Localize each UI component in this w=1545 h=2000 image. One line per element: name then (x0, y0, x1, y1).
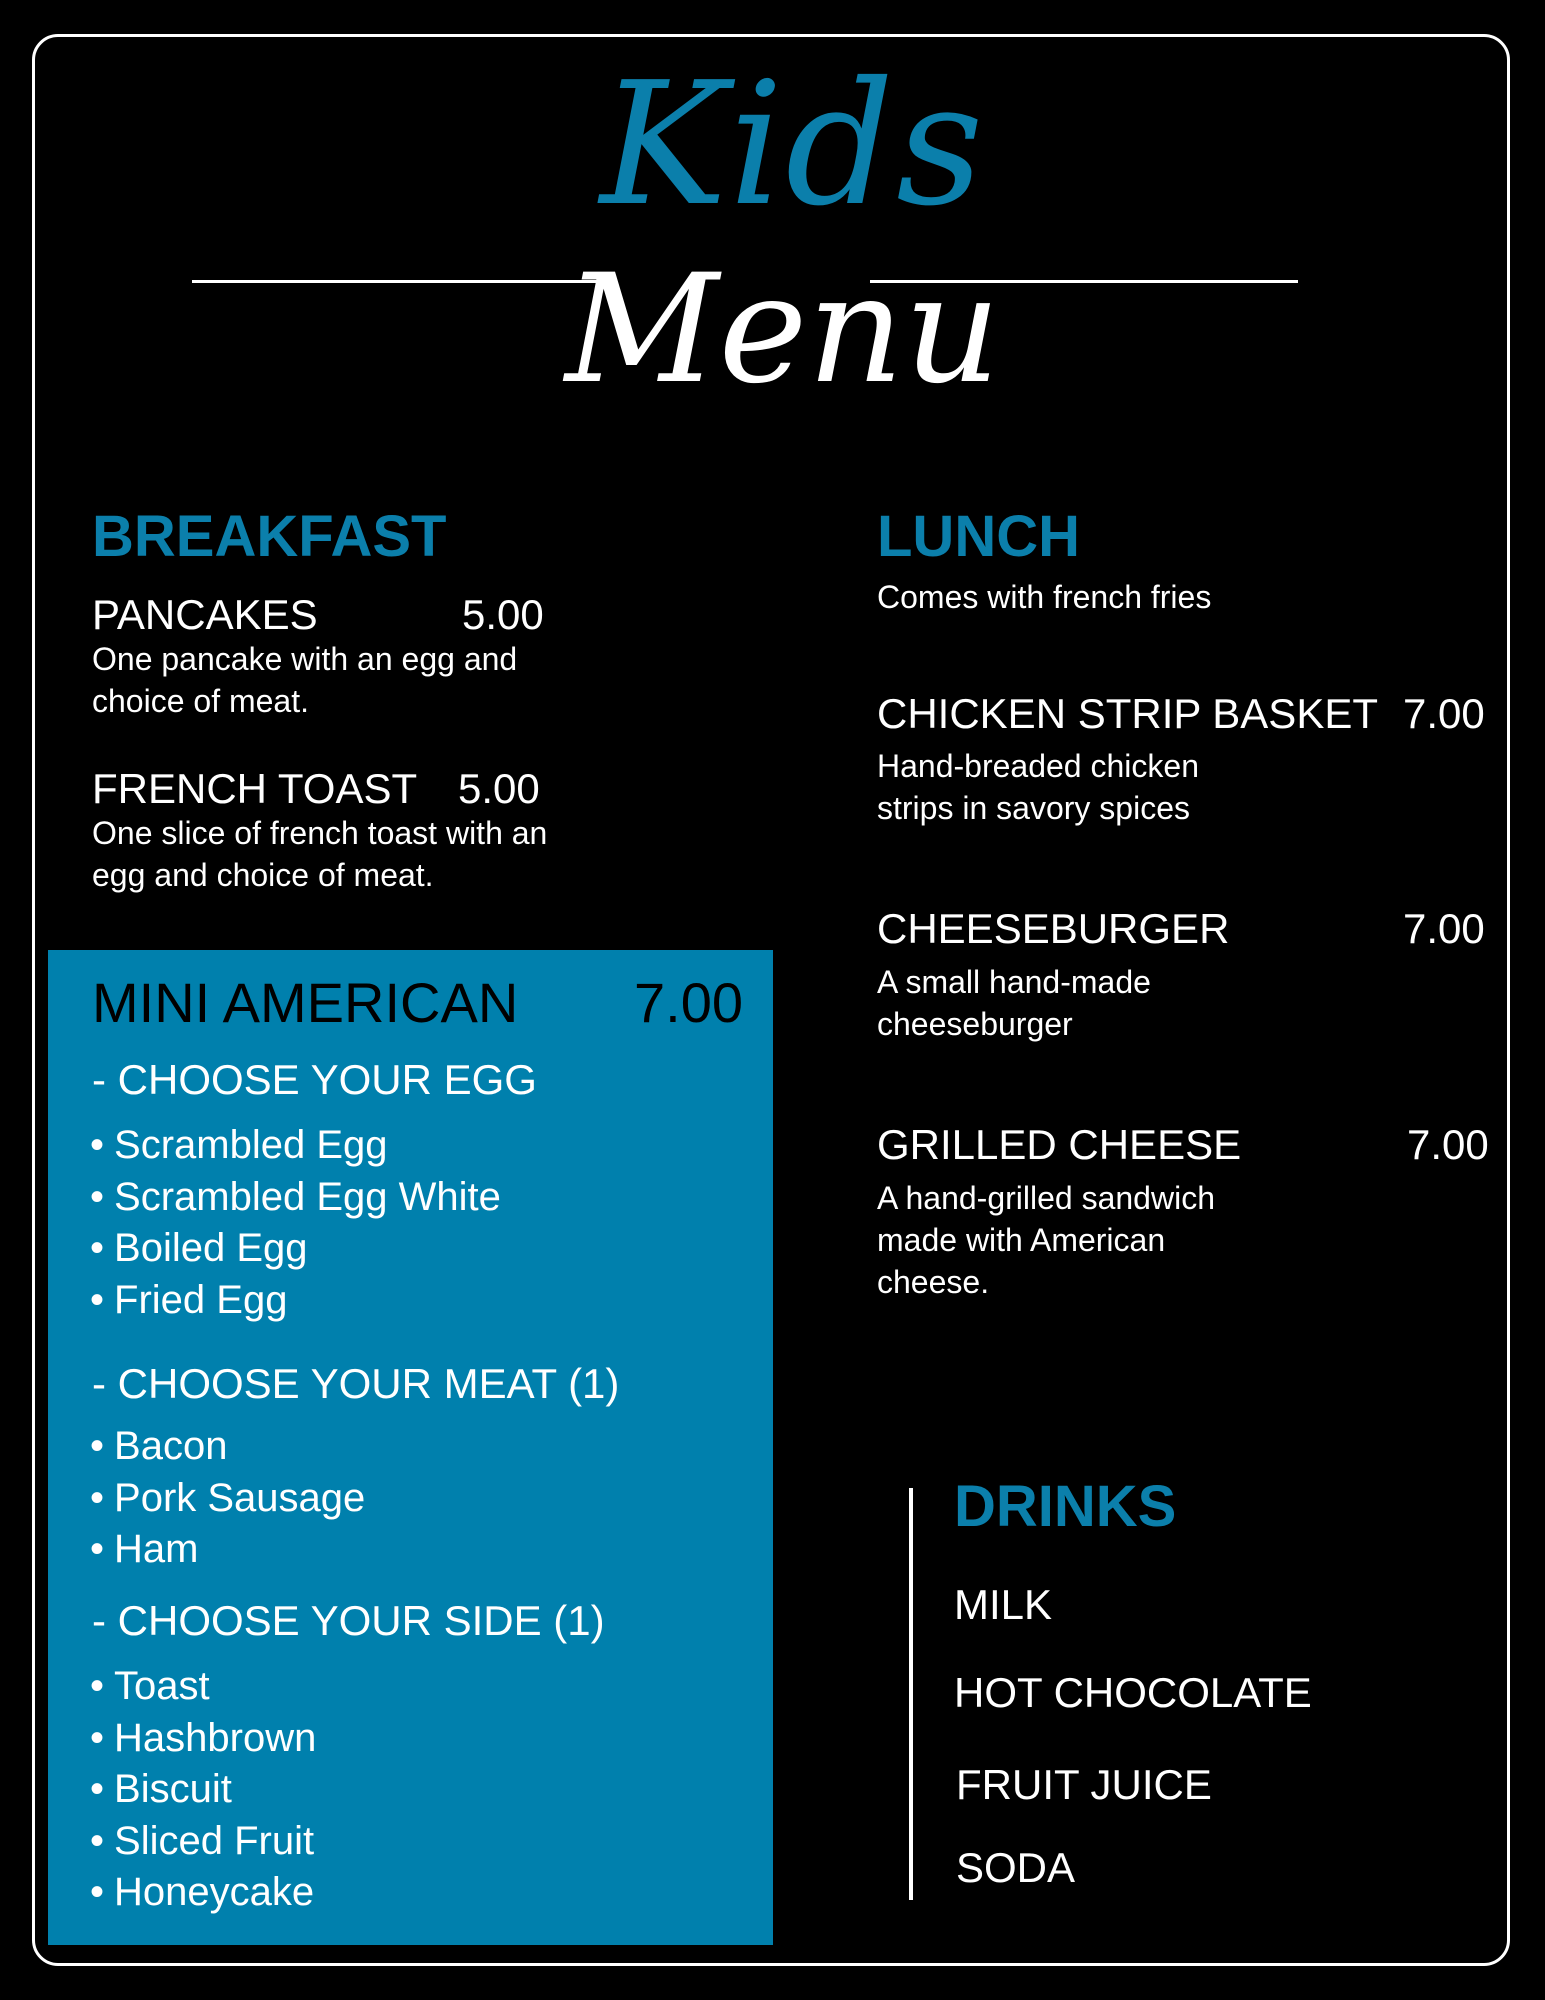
french-toast-price: 5.00 (458, 765, 540, 812)
breakfast-heading: BREAKFAST (92, 504, 447, 569)
grilled-cheese-name: GRILLED CHEESE (877, 1121, 1242, 1168)
list-item: • Ham (90, 1524, 365, 1576)
title-kids: Kids (600, 46, 986, 244)
list-item: • Pork Sausage (90, 1473, 365, 1525)
list-item: • Biscuit (90, 1764, 316, 1816)
choose-meat-label: - CHOOSE YOUR MEAT (1) (92, 1360, 620, 1407)
drinks-divider (909, 1488, 913, 1900)
french-toast-desc: One slice of french toast with an egg and choice of meat. (92, 815, 548, 893)
cheeseburger-price: 7.00 (1403, 905, 1485, 952)
grilled-cheese-price: 7.00 (1407, 1121, 1489, 1168)
list-item: • Honeycake (90, 1867, 316, 1919)
drink-hot-chocolate: HOT CHOCOLATE (954, 1669, 1312, 1716)
list-item: • Sliced Fruit (90, 1816, 316, 1868)
mini-american-name: MINI AMERICAN (92, 971, 519, 1034)
title-menu: Menu (565, 243, 1001, 417)
mini-american-price: 7.00 (634, 971, 743, 1034)
chicken-strip-price: 7.00 (1403, 690, 1485, 737)
list-item: • Toast (90, 1661, 316, 1713)
chicken-strip-name: CHICKEN STRIP BASKET (877, 690, 1379, 737)
drinks-heading: DRINKS (954, 1474, 1177, 1539)
drink-soda: SODA (956, 1844, 1076, 1891)
grilled-cheese-desc: A hand-grilled sandwich made with American cheese. (877, 1180, 1215, 1300)
list-item: • Scrambled Egg White (90, 1172, 501, 1224)
french-toast-name: FRENCH TOAST (92, 765, 418, 812)
side-options-list (90, 1661, 316, 1919)
title-rule-left (192, 280, 617, 283)
egg-options-list (90, 1120, 501, 1326)
pancakes-price: 5.00 (462, 591, 544, 638)
list-item: • Bacon (90, 1421, 365, 1473)
meat-options-list (90, 1421, 365, 1576)
cheeseburger-name: CHEESEBURGER (877, 905, 1230, 952)
list-item: • Hashbrown (90, 1713, 316, 1765)
list-item: • Fried Egg (90, 1275, 501, 1327)
list-item: • Boiled Egg (90, 1223, 501, 1275)
lunch-subtitle: Comes with french fries (877, 579, 1212, 615)
lunch-heading: LUNCH (877, 504, 1080, 569)
chicken-strip-desc: Hand-breaded chicken strips in savory spices (877, 748, 1199, 826)
list-item: • Scrambled Egg (90, 1120, 501, 1172)
choose-side-label: - CHOOSE YOUR SIDE (1) (92, 1597, 605, 1644)
pancakes-name: PANCAKES (92, 591, 318, 638)
pancakes-desc: One pancake with an egg and choice of meat. (92, 641, 518, 719)
cheeseburger-desc: A small hand-made cheeseburger (877, 964, 1151, 1042)
choose-egg-label: - CHOOSE YOUR EGG (92, 1056, 537, 1103)
drink-fruit-juice: FRUIT JUICE (956, 1761, 1212, 1808)
drink-milk: MILK (954, 1581, 1053, 1628)
